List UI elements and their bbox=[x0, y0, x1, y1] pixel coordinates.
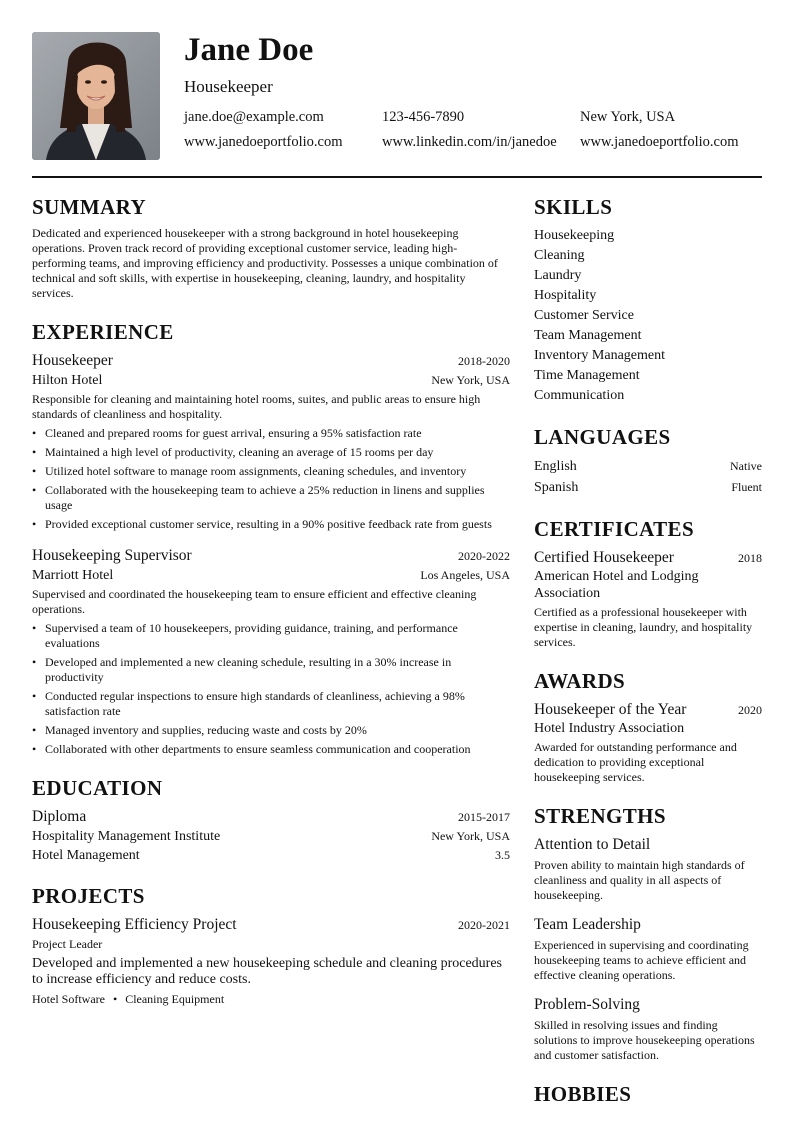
strength-title: Team Leadership bbox=[534, 916, 641, 933]
strengths-section bbox=[534, 803, 762, 1063]
language-row bbox=[534, 477, 762, 498]
left-column bbox=[32, 194, 510, 1025]
job-dates: 2020-2022 bbox=[458, 549, 510, 563]
contact-website[interactable]: www.janedoeportfolio.com bbox=[580, 134, 739, 150]
project-tag: Cleaning Equipment bbox=[125, 992, 225, 1006]
job-bullets bbox=[32, 621, 510, 757]
strength-item bbox=[534, 915, 762, 983]
strength-description: Experienced in supervising and coordinating housekeeping teams to achieve efficient and effective cleaning operations. bbox=[534, 938, 749, 982]
job-bullet: • Maintained a high level of productivity, cleaning an average of 15 rooms per day bbox=[32, 445, 510, 460]
job-location: Los Angeles, USA bbox=[420, 568, 510, 582]
language-name: Spanish bbox=[534, 480, 579, 495]
skill-item: Hospitality bbox=[534, 288, 597, 303]
strength-title: Attention to Detail bbox=[534, 836, 651, 853]
strength-item bbox=[534, 995, 762, 1063]
portrait-image bbox=[32, 32, 160, 160]
strength-title: Problem-Solving bbox=[534, 996, 640, 1013]
job-bullet: • Cleaned and prepared rooms for guest arrival, ensuring a 95% satisfaction rate bbox=[32, 426, 510, 441]
education-location: New York, USA bbox=[431, 829, 510, 843]
education-degree: Diploma bbox=[32, 808, 87, 825]
language-level: Fluent bbox=[731, 480, 762, 494]
job-location: New York, USA bbox=[431, 373, 510, 387]
hobbies-section bbox=[534, 1081, 762, 1107]
job-company: Marriott Hotel bbox=[32, 568, 114, 583]
strength-description: Proven ability to maintain high standards of cleanliness and quality in all aspects of housekeeping. bbox=[534, 858, 745, 902]
strengths-heading: STRENGTHS bbox=[534, 804, 666, 828]
project-tags bbox=[32, 991, 510, 1007]
strength-description: Skilled in resolving issues and finding solutions to improve housekeeping operations and customer satisfaction. bbox=[534, 1018, 755, 1062]
tag-separator: • bbox=[112, 992, 118, 1006]
job-bullet: • Provided exceptional customer service, resulting in a 90% positive feedback rate from guests bbox=[32, 517, 510, 532]
job-bullet: • Collaborated with other departments to ensure seamless communication and cooperation bbox=[32, 742, 510, 757]
contact-phone[interactable]: 123-456-7890 bbox=[382, 109, 465, 125]
projects-heading: PROJECTS bbox=[32, 884, 145, 908]
summary-heading: SUMMARY bbox=[32, 195, 147, 219]
certificate-year: 2018 bbox=[738, 551, 762, 565]
contact-location: New York, USA bbox=[580, 109, 676, 125]
summary-section bbox=[32, 194, 510, 301]
education-heading: EDUCATION bbox=[32, 776, 163, 800]
skills-heading: SKILLS bbox=[534, 195, 613, 219]
job-bullet: • Supervised a team of 10 housekeepers, providing guidance, training, and performance evaluations bbox=[32, 621, 510, 651]
right-column bbox=[534, 194, 762, 1123]
project-tag: Hotel Software bbox=[32, 992, 105, 1006]
projects-section bbox=[32, 883, 510, 1007]
certificates-heading: CERTIFICATES bbox=[534, 517, 695, 541]
job-bullets bbox=[32, 426, 510, 532]
job-bullet: • Managed inventory and supplies, reducing waste and costs by 20% bbox=[32, 723, 510, 738]
project-dates: 2020-2021 bbox=[458, 918, 510, 932]
education-school: Hospitality Management Institute bbox=[32, 829, 221, 844]
skill-item: Cleaning bbox=[534, 248, 585, 263]
job-description: Supervised and coordinated the housekeeping team to ensure efficient and effective cleaning operations. bbox=[32, 587, 477, 616]
contact-grid bbox=[184, 108, 774, 151]
skill-item: Team Management bbox=[534, 328, 642, 343]
skill-item: Communication bbox=[534, 388, 625, 403]
header-divider bbox=[32, 176, 762, 178]
contact-linkedin[interactable]: www.linkedin.com/in/janedoe bbox=[382, 134, 557, 150]
certificate-description: Certified as a professional housekeeper with expertise in cleaning, laundry, and hospitality services. bbox=[534, 605, 753, 649]
job-entry bbox=[32, 546, 510, 757]
skills-section bbox=[534, 194, 762, 406]
awards-heading: AWARDS bbox=[534, 669, 626, 693]
languages-heading: LANGUAGES bbox=[534, 425, 671, 449]
job-company: Hilton Hotel bbox=[32, 373, 103, 388]
education-gpa: 3.5 bbox=[495, 848, 510, 862]
job-entry bbox=[32, 351, 510, 532]
job-bullet: • Collaborated with the housekeeping team to achieve a 25% reduction in linens and supplies usage bbox=[32, 483, 510, 513]
job-title: Housekeeper bbox=[32, 352, 113, 369]
education-field: Hotel Management bbox=[32, 848, 140, 863]
skill-item: Customer Service bbox=[534, 308, 634, 323]
job-bullet: • Developed and implemented a new cleaning schedule, resulting in a 30% increase in productivity bbox=[32, 655, 510, 685]
certificate-name: Certified Housekeeper bbox=[534, 549, 674, 566]
project-role: Project Leader bbox=[32, 937, 103, 951]
language-row bbox=[534, 456, 762, 477]
experience-heading: EXPERIENCE bbox=[32, 320, 174, 344]
skills-list bbox=[534, 226, 762, 406]
job-bullet: • Utilized hotel software to manage room assignments, cleaning schedules, and inventory bbox=[32, 464, 510, 479]
hobbies-heading: HOBBIES bbox=[534, 1082, 632, 1106]
project-name: Housekeeping Efficiency Project bbox=[32, 916, 237, 933]
award-name: Housekeeper of the Year bbox=[534, 701, 687, 718]
award-description: Awarded for outstanding performance and dedication to providing exceptional housekeeping services. bbox=[534, 740, 737, 784]
project-description: Developed and implemented a new housekeeping schedule and cleaning procedures to increase efficiency and reduce costs. bbox=[32, 956, 502, 987]
skill-item: Time Management bbox=[534, 368, 640, 383]
education-section bbox=[32, 775, 510, 865]
certificates-section bbox=[534, 516, 762, 650]
award-year: 2020 bbox=[738, 703, 762, 717]
job-title: Housekeeping Supervisor bbox=[32, 547, 192, 564]
candidate-title: Housekeeper bbox=[184, 77, 273, 96]
strength-item bbox=[534, 835, 762, 903]
awards-section bbox=[534, 668, 762, 785]
language-level: Native bbox=[730, 459, 762, 473]
skill-item: Inventory Management bbox=[534, 348, 666, 363]
skill-item: Housekeeping bbox=[534, 228, 615, 243]
job-description: Responsible for cleaning and maintaining hotel rooms, suites, and public areas to ensure high standards of cleanliness and hospitality. bbox=[32, 392, 481, 421]
profile-photo bbox=[32, 32, 160, 160]
language-name: English bbox=[534, 459, 577, 474]
candidate-name: Jane Doe bbox=[184, 32, 314, 68]
skill-item: Laundry bbox=[534, 268, 582, 283]
award-issuer: Hotel Industry Association bbox=[534, 721, 685, 736]
contact-portfolio[interactable]: www.janedoeportfolio.com bbox=[184, 134, 343, 150]
summary-text: Dedicated and experienced housekeeper with a strong background in hotel housekeeping operations. Proven track record of providing exceptional customer service, leading high-performing teams, and improving efficiency and productivity. Possesses a unique combination of technical and soft skills, with expertise in housekeeping, cleaning, laundry, and hospitality services. bbox=[32, 226, 498, 300]
certificate-issuer: American Hotel and Lodging Association bbox=[534, 569, 699, 601]
job-bullet: • Conducted regular inspections to ensure high standards of cleanliness, achieving a 98% satisfaction rate bbox=[32, 689, 510, 719]
job-dates: 2018-2020 bbox=[458, 354, 510, 368]
experience-section bbox=[32, 319, 510, 757]
languages-section bbox=[534, 424, 762, 498]
contact-email[interactable]: jane.doe@example.com bbox=[184, 109, 324, 125]
education-dates: 2015-2017 bbox=[458, 810, 510, 824]
